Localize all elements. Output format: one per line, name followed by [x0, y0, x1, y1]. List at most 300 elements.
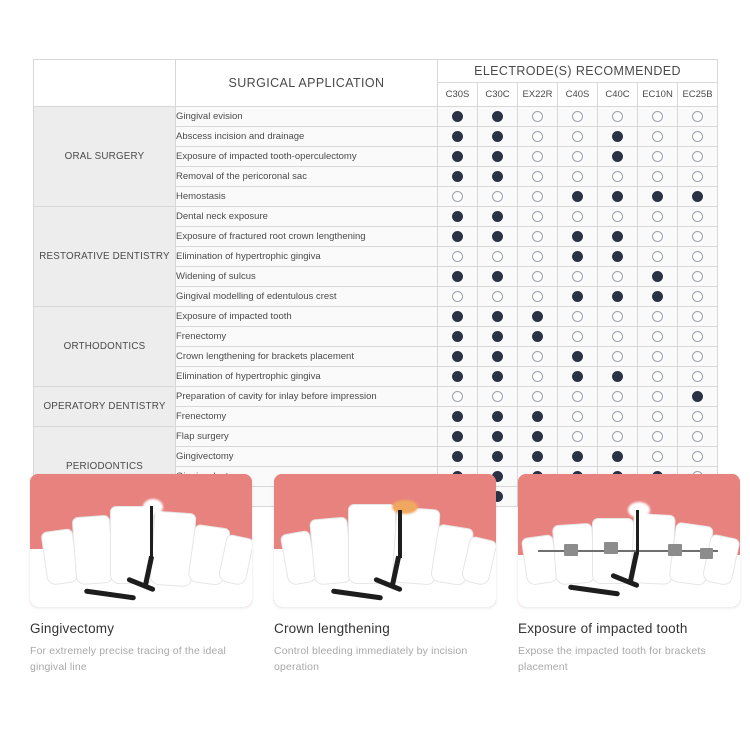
empty-dot-icon — [612, 391, 623, 402]
empty-dot-icon — [692, 271, 703, 282]
filled-dot-icon — [452, 271, 463, 282]
filled-dot-icon — [572, 191, 583, 202]
empty-dot-icon — [692, 351, 703, 362]
filled-dot-icon — [452, 111, 463, 122]
dot-filled-cell — [478, 347, 518, 367]
dot-empty-cell — [678, 287, 718, 307]
procedure-label: Removal of the pericoronal sac — [176, 167, 438, 187]
filled-dot-icon — [692, 391, 703, 402]
filled-dot-icon — [572, 451, 583, 462]
empty-dot-icon — [692, 131, 703, 142]
dot-empty-cell — [518, 267, 558, 287]
dot-empty-cell — [638, 107, 678, 127]
empty-dot-icon — [692, 171, 703, 182]
gingivectomy-illustration — [30, 474, 252, 607]
empty-dot-icon — [452, 251, 463, 262]
empty-dot-icon — [452, 391, 463, 402]
procedure-label: Gingivectomy — [176, 447, 438, 467]
exposure-impacted-tooth-illustration — [518, 474, 740, 607]
table-row — [34, 107, 718, 127]
dot-empty-cell — [638, 227, 678, 247]
filled-dot-icon — [492, 211, 503, 222]
table-head — [34, 60, 718, 107]
empty-dot-icon — [572, 151, 583, 162]
filled-dot-icon — [572, 251, 583, 262]
dot-empty-cell — [638, 247, 678, 267]
illustration-cards — [30, 474, 720, 675]
procedure-label: Widening of sulcus — [176, 267, 438, 287]
dot-empty-cell — [598, 207, 638, 227]
dot-empty-cell — [678, 327, 718, 347]
dot-empty-cell — [598, 167, 638, 187]
dot-filled-cell — [478, 127, 518, 147]
empty-dot-icon — [652, 231, 663, 242]
empty-dot-icon — [532, 211, 543, 222]
filled-dot-icon — [492, 151, 503, 162]
filled-dot-icon — [572, 351, 583, 362]
filled-dot-icon — [452, 311, 463, 322]
empty-dot-icon — [652, 131, 663, 142]
empty-dot-icon — [612, 331, 623, 342]
dot-empty-cell — [518, 287, 558, 307]
empty-dot-icon — [532, 271, 543, 282]
dot-empty-cell — [638, 427, 678, 447]
dot-filled-cell — [478, 227, 518, 247]
filled-dot-icon — [572, 371, 583, 382]
empty-dot-icon — [652, 351, 663, 362]
empty-dot-icon — [532, 351, 543, 362]
dot-empty-cell — [638, 347, 678, 367]
empty-dot-icon — [572, 431, 583, 442]
empty-dot-icon — [532, 391, 543, 402]
empty-dot-icon — [612, 171, 623, 182]
empty-dot-icon — [692, 331, 703, 342]
filled-dot-icon — [612, 371, 623, 382]
empty-dot-icon — [612, 351, 623, 362]
dot-filled-cell — [598, 147, 638, 167]
dot-filled-cell — [558, 447, 598, 467]
filled-dot-icon — [452, 411, 463, 422]
empty-dot-icon — [692, 291, 703, 302]
dot-empty-cell — [638, 327, 678, 347]
group-label: RESTORATIVE DENTISTRY — [34, 207, 176, 307]
empty-dot-icon — [692, 431, 703, 442]
procedure-label: Elimination of hypertrophic gingiva — [176, 367, 438, 387]
header-electrode-ex22r: EX22R — [518, 83, 558, 107]
dot-empty-cell — [678, 367, 718, 387]
dot-empty-cell — [638, 407, 678, 427]
table-row — [34, 387, 718, 407]
dot-filled-cell — [438, 307, 478, 327]
dot-empty-cell — [678, 227, 718, 247]
filled-dot-icon — [492, 231, 503, 242]
dot-empty-cell — [558, 107, 598, 127]
dot-filled-cell — [638, 187, 678, 207]
dot-empty-cell — [638, 207, 678, 227]
empty-dot-icon — [572, 211, 583, 222]
dot-filled-cell — [478, 367, 518, 387]
filled-dot-icon — [492, 451, 503, 462]
dot-empty-cell — [518, 247, 558, 267]
filled-dot-icon — [532, 431, 543, 442]
dot-filled-cell — [478, 147, 518, 167]
dot-empty-cell — [598, 427, 638, 447]
header-electrode-c30c: C30C — [478, 83, 518, 107]
dot-empty-cell — [678, 207, 718, 227]
dot-filled-cell — [438, 367, 478, 387]
empty-dot-icon — [652, 251, 663, 262]
dot-empty-cell — [678, 107, 718, 127]
empty-dot-icon — [692, 151, 703, 162]
dot-empty-cell — [598, 307, 638, 327]
empty-dot-icon — [572, 391, 583, 402]
dot-empty-cell — [558, 167, 598, 187]
empty-dot-icon — [692, 451, 703, 462]
dot-empty-cell — [558, 307, 598, 327]
procedure-label: Exposure of impacted tooth-operculectomy — [176, 147, 438, 167]
spark-highlight — [628, 502, 650, 518]
header-electrodes-recommended: ELECTRODE(S) RECOMMENDED — [438, 60, 718, 83]
dot-empty-cell — [678, 427, 718, 447]
filled-dot-icon — [452, 431, 463, 442]
procedure-label: Gingival modelling of edentulous crest — [176, 287, 438, 307]
dot-filled-cell — [558, 227, 598, 247]
card-title: Crown lengthening — [274, 621, 390, 636]
group-label: OPERATORY DENTISTRY — [34, 387, 176, 427]
dot-filled-cell — [438, 327, 478, 347]
filled-dot-icon — [572, 231, 583, 242]
empty-dot-icon — [532, 191, 543, 202]
dot-empty-cell — [518, 127, 558, 147]
card-description: Control bleeding immediately by incision operation — [274, 645, 468, 673]
dot-empty-cell — [638, 447, 678, 467]
dot-filled-cell — [558, 287, 598, 307]
dot-empty-cell — [598, 267, 638, 287]
filled-dot-icon — [652, 191, 663, 202]
bracket — [564, 544, 578, 556]
empty-dot-icon — [692, 411, 703, 422]
dot-empty-cell — [478, 187, 518, 207]
dot-empty-cell — [438, 387, 478, 407]
dot-empty-cell — [558, 267, 598, 287]
empty-dot-icon — [572, 271, 583, 282]
dot-empty-cell — [558, 147, 598, 167]
dot-filled-cell — [518, 327, 558, 347]
table-row — [34, 207, 718, 227]
dot-filled-cell — [438, 207, 478, 227]
empty-dot-icon — [452, 291, 463, 302]
card-title: Exposure of impacted tooth — [518, 621, 688, 636]
filled-dot-icon — [452, 171, 463, 182]
dot-empty-cell — [638, 367, 678, 387]
empty-dot-icon — [612, 111, 623, 122]
dot-empty-cell — [678, 127, 718, 147]
dot-filled-cell — [518, 427, 558, 447]
group-label: ORTHODONTICS — [34, 307, 176, 387]
header-electrode-ec10n: EC10N — [638, 83, 678, 107]
table-row — [34, 427, 718, 447]
filled-dot-icon — [452, 231, 463, 242]
empty-dot-icon — [612, 311, 623, 322]
dot-filled-cell — [678, 187, 718, 207]
dot-filled-cell — [438, 147, 478, 167]
dot-empty-cell — [678, 307, 718, 327]
empty-dot-icon — [572, 131, 583, 142]
dot-filled-cell — [598, 247, 638, 267]
dot-filled-cell — [478, 327, 518, 347]
dot-empty-cell — [638, 147, 678, 167]
dot-empty-cell — [438, 247, 478, 267]
dot-filled-cell — [518, 407, 558, 427]
empty-dot-icon — [652, 451, 663, 462]
electrode-tip — [398, 510, 402, 558]
dot-empty-cell — [438, 187, 478, 207]
empty-dot-icon — [652, 411, 663, 422]
filled-dot-icon — [492, 411, 503, 422]
empty-dot-icon — [612, 211, 623, 222]
dot-empty-cell — [598, 107, 638, 127]
empty-dot-icon — [612, 411, 623, 422]
header-electrode-ec25b: EC25B — [678, 83, 718, 107]
dot-empty-cell — [518, 227, 558, 247]
dot-empty-cell — [598, 387, 638, 407]
dot-empty-cell — [638, 167, 678, 187]
dot-empty-cell — [478, 387, 518, 407]
table-row — [34, 307, 718, 327]
empty-dot-icon — [452, 191, 463, 202]
procedure-label: Frenectomy — [176, 407, 438, 427]
filled-dot-icon — [612, 131, 623, 142]
card-gingivectomy — [30, 474, 252, 675]
crown-lengthening-illustration — [274, 474, 496, 607]
dot-filled-cell — [438, 347, 478, 367]
filled-dot-icon — [452, 331, 463, 342]
matrix-table — [33, 59, 718, 507]
empty-dot-icon — [532, 231, 543, 242]
dot-filled-cell — [438, 127, 478, 147]
empty-dot-icon — [532, 171, 543, 182]
dot-empty-cell — [558, 127, 598, 147]
empty-dot-icon — [692, 211, 703, 222]
empty-dot-icon — [652, 371, 663, 382]
filled-dot-icon — [492, 351, 503, 362]
dot-empty-cell — [478, 287, 518, 307]
empty-dot-icon — [652, 171, 663, 182]
procedure-label: Elimination of hypertrophic gingiva — [176, 247, 438, 267]
dot-empty-cell — [598, 347, 638, 367]
dot-filled-cell — [478, 407, 518, 427]
header-electrode-c40c: C40C — [598, 83, 638, 107]
procedure-label: Crown lengthening for brackets placement — [176, 347, 438, 367]
empty-dot-icon — [652, 311, 663, 322]
filled-dot-icon — [492, 331, 503, 342]
bracket — [700, 548, 713, 559]
dot-empty-cell — [598, 407, 638, 427]
dot-filled-cell — [478, 107, 518, 127]
dot-filled-cell — [478, 427, 518, 447]
empty-dot-icon — [612, 271, 623, 282]
dot-filled-cell — [598, 127, 638, 147]
filled-dot-icon — [452, 211, 463, 222]
card-description: For extremely precise tracing of the ideal gingival line — [30, 645, 226, 673]
dot-empty-cell — [638, 307, 678, 327]
dot-empty-cell — [558, 207, 598, 227]
dot-filled-cell — [478, 447, 518, 467]
dot-filled-cell — [638, 267, 678, 287]
filled-dot-icon — [692, 191, 703, 202]
dot-empty-cell — [638, 127, 678, 147]
empty-dot-icon — [572, 311, 583, 322]
empty-dot-icon — [692, 371, 703, 382]
dot-empty-cell — [518, 107, 558, 127]
tooth — [309, 516, 353, 585]
electrode-tip — [150, 506, 153, 558]
dot-filled-cell — [478, 307, 518, 327]
bracket — [604, 542, 618, 554]
dot-filled-cell — [558, 187, 598, 207]
procedure-label: Frenectomy — [176, 327, 438, 347]
dot-empty-cell — [598, 327, 638, 347]
filled-dot-icon — [612, 151, 623, 162]
dot-empty-cell — [678, 267, 718, 287]
empty-dot-icon — [492, 391, 503, 402]
header-application-blank — [34, 60, 176, 107]
dot-empty-cell — [438, 287, 478, 307]
dot-empty-cell — [678, 347, 718, 367]
dot-empty-cell — [678, 167, 718, 187]
dot-filled-cell — [518, 447, 558, 467]
procedure-label: Hemostasis — [176, 187, 438, 207]
tooth — [72, 515, 115, 585]
filled-dot-icon — [532, 331, 543, 342]
empty-dot-icon — [492, 251, 503, 262]
filled-dot-icon — [532, 311, 543, 322]
dot-filled-cell — [438, 227, 478, 247]
filled-dot-icon — [452, 151, 463, 162]
dot-filled-cell — [558, 247, 598, 267]
filled-dot-icon — [452, 371, 463, 382]
empty-dot-icon — [652, 331, 663, 342]
dot-empty-cell — [518, 207, 558, 227]
group-label: ORAL SURGERY — [34, 107, 176, 207]
empty-dot-icon — [492, 291, 503, 302]
dot-empty-cell — [638, 387, 678, 407]
dot-empty-cell — [478, 247, 518, 267]
filled-dot-icon — [452, 131, 463, 142]
tooth — [348, 504, 396, 584]
empty-dot-icon — [532, 131, 543, 142]
header-electrode-c40s: C40S — [558, 83, 598, 107]
dot-empty-cell — [678, 407, 718, 427]
empty-dot-icon — [492, 191, 503, 202]
filled-dot-icon — [612, 191, 623, 202]
dot-filled-cell — [518, 307, 558, 327]
filled-dot-icon — [612, 291, 623, 302]
card-crown-lengthening — [274, 474, 496, 675]
empty-dot-icon — [612, 431, 623, 442]
procedure-label: Gingival evision — [176, 107, 438, 127]
dot-empty-cell — [518, 347, 558, 367]
card-exposure-impacted-tooth — [518, 474, 740, 675]
filled-dot-icon — [612, 451, 623, 462]
group-label: PERIODONTICS — [34, 427, 176, 507]
procedure-label: Exposure of fractured root crown lengthening — [176, 227, 438, 247]
header-electrode-c30s: C30S — [438, 83, 478, 107]
filled-dot-icon — [652, 291, 663, 302]
procedure-label: Preparation of cavity for inlay before impression — [176, 387, 438, 407]
dot-empty-cell — [518, 387, 558, 407]
filled-dot-icon — [452, 451, 463, 462]
empty-dot-icon — [652, 431, 663, 442]
empty-dot-icon — [692, 251, 703, 262]
dot-filled-cell — [598, 367, 638, 387]
dot-filled-cell — [678, 387, 718, 407]
filled-dot-icon — [612, 251, 623, 262]
empty-dot-icon — [532, 291, 543, 302]
dot-empty-cell — [678, 147, 718, 167]
filled-dot-icon — [492, 431, 503, 442]
filled-dot-icon — [492, 111, 503, 122]
header-surgical-application: SURGICAL APPLICATION — [176, 60, 438, 107]
dot-empty-cell — [518, 167, 558, 187]
dot-filled-cell — [438, 167, 478, 187]
dot-filled-cell — [478, 207, 518, 227]
dot-empty-cell — [518, 367, 558, 387]
filled-dot-icon — [492, 311, 503, 322]
empty-dot-icon — [652, 391, 663, 402]
empty-dot-icon — [572, 171, 583, 182]
dot-filled-cell — [558, 347, 598, 367]
empty-dot-icon — [652, 111, 663, 122]
empty-dot-icon — [532, 151, 543, 162]
filled-dot-icon — [572, 291, 583, 302]
dot-filled-cell — [478, 167, 518, 187]
dot-filled-cell — [438, 407, 478, 427]
filled-dot-icon — [652, 271, 663, 282]
filled-dot-icon — [492, 271, 503, 282]
empty-dot-icon — [652, 211, 663, 222]
filled-dot-icon — [452, 351, 463, 362]
dot-filled-cell — [598, 287, 638, 307]
dot-filled-cell — [598, 187, 638, 207]
empty-dot-icon — [692, 111, 703, 122]
dot-empty-cell — [558, 407, 598, 427]
card-description: Expose the impacted tooth for brackets placement — [518, 645, 706, 673]
procedure-label: Abscess incision and drainage — [176, 127, 438, 147]
dot-filled-cell — [438, 447, 478, 467]
filled-dot-icon — [492, 171, 503, 182]
spark-highlight — [143, 499, 163, 515]
dot-filled-cell — [558, 367, 598, 387]
dot-filled-cell — [438, 267, 478, 287]
procedure-label: Exposure of impacted tooth — [176, 307, 438, 327]
empty-dot-icon — [572, 411, 583, 422]
dot-filled-cell — [438, 107, 478, 127]
dot-filled-cell — [438, 427, 478, 447]
electrode-recommendation-table — [33, 59, 717, 507]
card-title: Gingivectomy — [30, 621, 115, 636]
filled-dot-icon — [492, 131, 503, 142]
filled-dot-icon — [492, 371, 503, 382]
bracket — [668, 544, 682, 556]
incision-spark — [392, 500, 418, 514]
empty-dot-icon — [532, 251, 543, 262]
dot-empty-cell — [558, 387, 598, 407]
empty-dot-icon — [532, 371, 543, 382]
empty-dot-icon — [692, 231, 703, 242]
electrode-tip — [636, 510, 639, 554]
filled-dot-icon — [612, 231, 623, 242]
